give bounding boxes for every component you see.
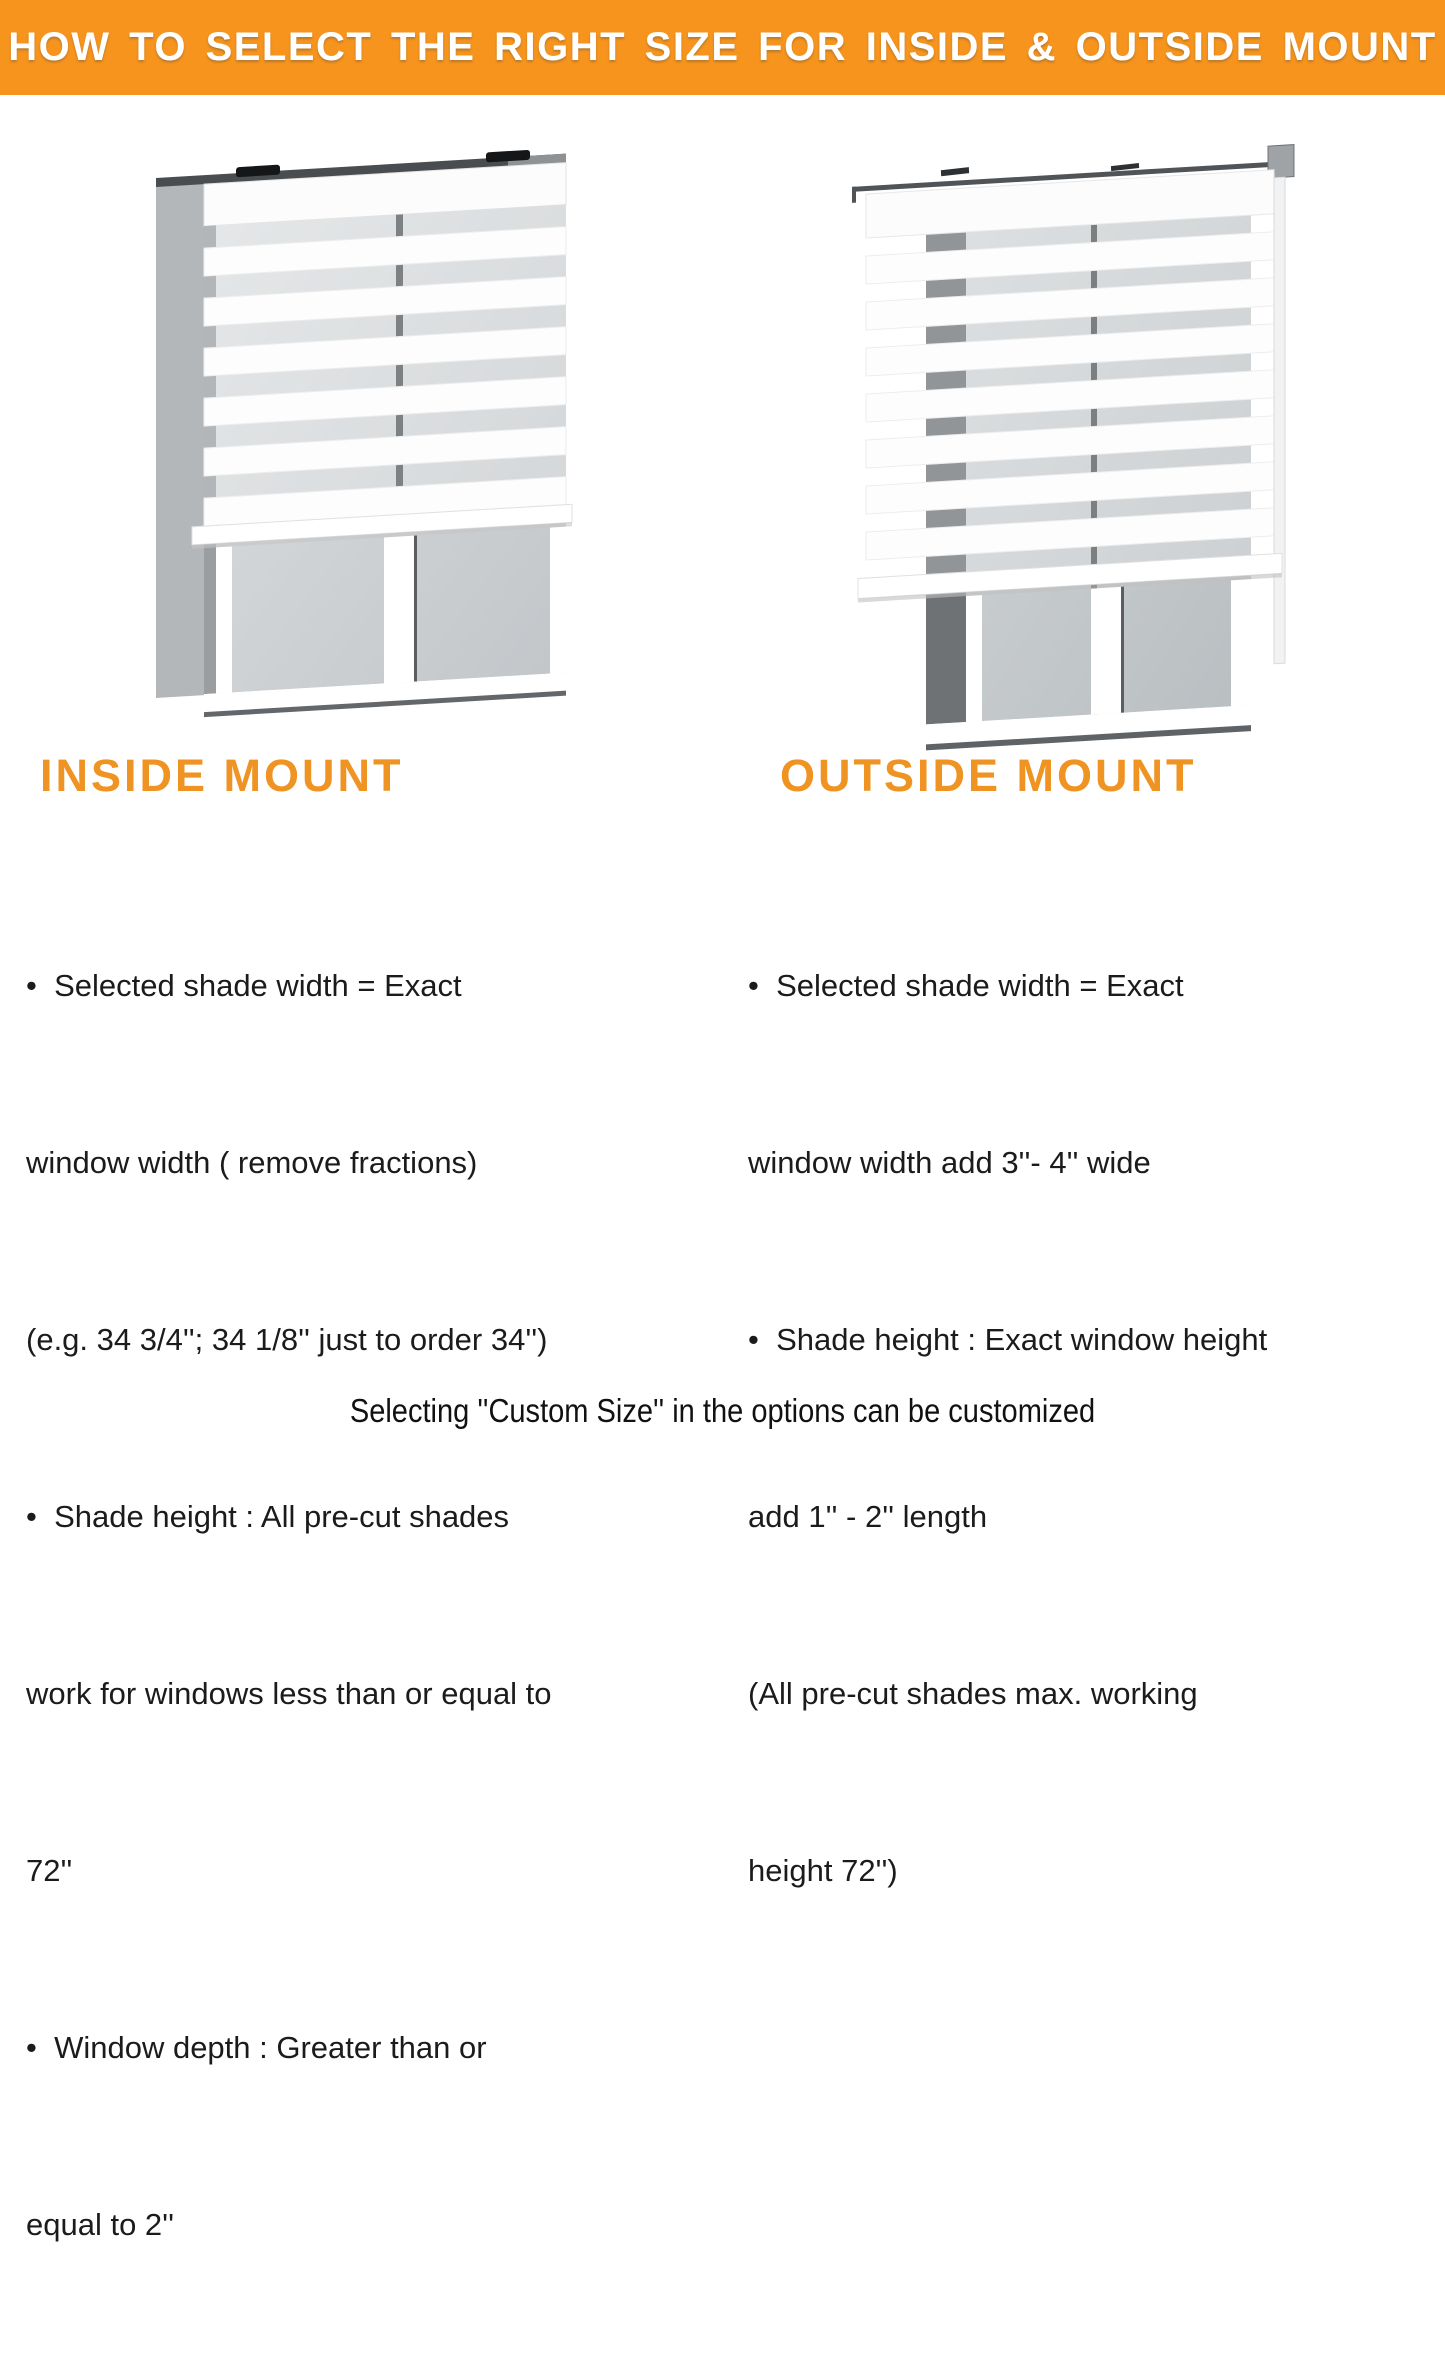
instruction-line: window width ( remove fractions) — [26, 1145, 478, 1180]
inside-mount-window-illustration — [156, 148, 570, 752]
page-title: HOW TO SELECT THE RIGHT SIZE FOR INSIDE & OUTSIDE MOUNT — [8, 25, 1437, 69]
outside-mount-window-illustration — [866, 142, 1298, 766]
instruction-line: equal to 2'' — [26, 2207, 175, 2242]
instruction-line: • Shade height : Exact window height — [748, 1322, 1268, 1357]
instruction-line: • Shade height : All pre-cut shades — [26, 1499, 510, 1534]
instruction-line: add 1'' - 2'' length — [748, 1499, 988, 1534]
window-sash — [966, 595, 982, 722]
instruction-line: work for windows less than or equal to — [26, 1676, 552, 1711]
instruction-line: 72'' — [26, 1853, 73, 1888]
wall-anchor-icon — [941, 167, 969, 176]
instruction-line: (All pre-cut shades max. working — [748, 1676, 1198, 1711]
custom-size-note-text: Selecting ''Custom Size'' in the options can be customized — [349, 1392, 1096, 1429]
title-banner — [0, 0, 1445, 95]
instruction-line: • Window depth : Greater than or — [26, 2030, 487, 2065]
window-sash — [216, 546, 232, 693]
instruction-line: height 72'') — [748, 1853, 898, 1888]
instruction-line: window width add 3''- 4'' wide — [748, 1145, 1151, 1180]
custom-size-note — [0, 1392, 1445, 1430]
wall-anchor-icon — [1111, 163, 1139, 171]
window-jamb — [156, 181, 204, 698]
shade-side-edge — [1274, 177, 1285, 664]
inside-mount-heading: INSIDE MOUNT — [40, 750, 404, 801]
instruction-line: • Selected shade width = Exact — [748, 968, 1184, 1003]
instruction-line: • Selected shade width = Exact — [26, 968, 462, 1003]
outside-mount-heading: OUTSIDE MOUNT — [780, 750, 1197, 801]
instruction-line: (e.g. 34 3/4''; 34 1/8'' just to order 34'') — [26, 1322, 548, 1357]
inside-mount-instructions — [26, 838, 726, 2372]
